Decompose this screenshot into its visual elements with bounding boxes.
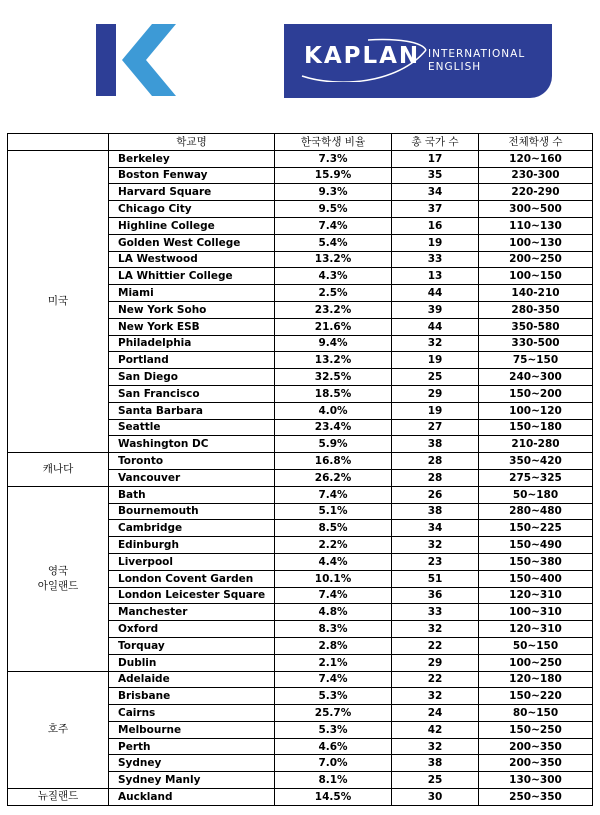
korean-ratio-cell: 5.1% [275,503,392,520]
total-students-cell: 120~310 [479,587,593,604]
korean-ratio-cell: 2.8% [275,637,392,654]
korean-ratio-cell: 21.6% [275,318,392,335]
country-count-cell: 30 [392,789,479,806]
kaplan-k-logo [96,24,178,96]
total-students-cell: 100~250 [479,654,593,671]
total-students-cell: 275~325 [479,469,593,486]
country-count-cell: 38 [392,503,479,520]
country-count-cell: 42 [392,721,479,738]
country-count-cell: 19 [392,352,479,369]
country-count-cell: 35 [392,167,479,184]
country-count-cell: 29 [392,654,479,671]
total-students-cell: 150~220 [479,688,593,705]
country-count-cell: 25 [392,772,479,789]
total-students-cell: 210-280 [479,436,593,453]
school-table [7,133,593,806]
table-row [8,671,593,688]
school-name-cell: Sydney [109,755,275,772]
total-students-cell: 120~180 [479,671,593,688]
country-count-cell: 37 [392,201,479,218]
total-students-cell: 350~420 [479,453,593,470]
country-count-cell: 34 [392,184,479,201]
country-count-cell: 44 [392,318,479,335]
total-students-cell: 220-290 [479,184,593,201]
korean-ratio-cell: 2.5% [275,285,392,302]
total-students-cell: 130~300 [479,772,593,789]
korean-ratio-cell: 13.2% [275,352,392,369]
country-count-cell: 36 [392,587,479,604]
total-students-cell: 240~300 [479,369,593,386]
total-students-cell: 110~130 [479,217,593,234]
total-students-cell: 300~500 [479,201,593,218]
header-korean-ratio: 한국학생 비율 [275,134,392,151]
kaplan-brand-banner [284,24,552,98]
brand-subtitle-line1: INTERNATIONAL [428,48,526,60]
korean-ratio-cell: 9.3% [275,184,392,201]
total-students-cell: 280-350 [479,301,593,318]
korean-ratio-cell: 26.2% [275,469,392,486]
total-students-cell: 230-300 [479,167,593,184]
school-name-cell: Washington DC [109,436,275,453]
school-name-cell: Bath [109,486,275,503]
school-name-cell: Philadelphia [109,335,275,352]
korean-ratio-cell: 2.2% [275,537,392,554]
country-cell: 캐나다 [8,453,109,487]
school-name-cell: Miami [109,285,275,302]
school-name-cell: Cambridge [109,520,275,537]
korean-ratio-cell: 9.4% [275,335,392,352]
total-students-cell: 280~480 [479,503,593,520]
school-name-cell: Vancouver [109,469,275,486]
korean-ratio-cell: 7.3% [275,150,392,167]
total-students-cell: 50~180 [479,486,593,503]
country-count-cell: 17 [392,150,479,167]
school-name-cell: New York Soho [109,301,275,318]
school-name-cell: New York ESB [109,318,275,335]
country-count-cell: 24 [392,705,479,722]
korean-ratio-cell: 4.3% [275,268,392,285]
school-name-cell: San Diego [109,369,275,386]
korean-ratio-cell: 4.8% [275,604,392,621]
total-students-cell: 150~400 [479,570,593,587]
korean-ratio-cell: 8.1% [275,772,392,789]
country-cell: 영국 아일랜드 [8,486,109,671]
school-name-cell: Liverpool [109,553,275,570]
country-count-cell: 27 [392,419,479,436]
country-count-cell: 22 [392,671,479,688]
country-count-cell: 23 [392,553,479,570]
school-name-cell: Auckland [109,789,275,806]
korean-ratio-cell: 14.5% [275,789,392,806]
school-name-cell: Brisbane [109,688,275,705]
school-name-cell: Melbourne [109,721,275,738]
total-students-cell: 100~150 [479,268,593,285]
header-row [8,134,593,151]
school-name-cell: Bournemouth [109,503,275,520]
school-name-cell: London Leicester Square [109,587,275,604]
korean-ratio-cell: 7.4% [275,217,392,234]
table-row [8,150,593,167]
korean-ratio-cell: 23.2% [275,301,392,318]
korean-ratio-cell: 5.9% [275,436,392,453]
school-name-cell: LA Whittier College [109,268,275,285]
total-students-cell: 75~150 [479,352,593,369]
school-name-cell: Cairns [109,705,275,722]
header-total-students: 전체학생 수 [479,134,593,151]
total-students-cell: 150~200 [479,385,593,402]
school-name-cell: Boston Fenway [109,167,275,184]
country-count-cell: 29 [392,385,479,402]
korean-ratio-cell: 7.4% [275,671,392,688]
school-name-cell: Berkeley [109,150,275,167]
total-students-cell: 200~350 [479,738,593,755]
total-students-cell: 100~130 [479,234,593,251]
country-count-cell: 32 [392,335,479,352]
header-blank [8,134,109,151]
total-students-cell: 140-210 [479,285,593,302]
korean-ratio-cell: 4.0% [275,402,392,419]
korean-ratio-cell: 8.3% [275,621,392,638]
korean-ratio-cell: 25.7% [275,705,392,722]
total-students-cell: 250~350 [479,789,593,806]
total-students-cell: 120~160 [479,150,593,167]
total-students-cell: 50~150 [479,637,593,654]
total-students-cell: 350-580 [479,318,593,335]
header-country-count: 총 국가 수 [392,134,479,151]
korean-ratio-cell: 2.1% [275,654,392,671]
total-students-cell: 150~490 [479,537,593,554]
korean-ratio-cell: 10.1% [275,570,392,587]
school-name-cell: Harvard Square [109,184,275,201]
korean-ratio-cell: 18.5% [275,385,392,402]
school-name-cell: London Covent Garden [109,570,275,587]
korean-ratio-cell: 7.4% [275,486,392,503]
table-row [8,789,593,806]
school-name-cell: Sydney Manly [109,772,275,789]
total-students-cell: 100~120 [479,402,593,419]
country-cell: 뉴질랜드 [8,789,109,806]
korean-ratio-cell: 8.5% [275,520,392,537]
korean-ratio-cell: 5.3% [275,688,392,705]
total-students-cell: 80~150 [479,705,593,722]
country-count-cell: 13 [392,268,479,285]
school-name-cell: LA Westwood [109,251,275,268]
country-count-cell: 32 [392,537,479,554]
country-cell: 미국 [8,150,109,452]
school-name-cell: Portland [109,352,275,369]
school-name-cell: Adelaide [109,671,275,688]
country-count-cell: 33 [392,604,479,621]
country-count-cell: 34 [392,520,479,537]
country-count-cell: 32 [392,621,479,638]
total-students-cell: 200~350 [479,755,593,772]
country-count-cell: 38 [392,436,479,453]
header-school-name: 학교명 [109,134,275,151]
country-count-cell: 16 [392,217,479,234]
school-name-cell: Torquay [109,637,275,654]
total-students-cell: 150~380 [479,553,593,570]
table-header [8,134,593,151]
country-count-cell: 28 [392,469,479,486]
korean-ratio-cell: 13.2% [275,251,392,268]
country-count-cell: 32 [392,738,479,755]
total-students-cell: 150~180 [479,419,593,436]
school-name-cell: Highline College [109,217,275,234]
country-count-cell: 25 [392,369,479,386]
kaplan-wordmark: KAPLAN [304,43,421,69]
table-body [8,150,593,805]
total-students-cell: 150~225 [479,520,593,537]
school-name-cell: Oxford [109,621,275,638]
country-cell: 호주 [8,671,109,789]
total-students-cell: 120~310 [479,621,593,638]
table-row [8,486,593,503]
school-name-cell: Santa Barbara [109,402,275,419]
country-count-cell: 26 [392,486,479,503]
country-count-cell: 32 [392,688,479,705]
school-name-cell: Dublin [109,654,275,671]
korean-ratio-cell: 16.8% [275,453,392,470]
table-row [8,453,593,470]
school-name-cell: Edinburgh [109,537,275,554]
country-count-cell: 28 [392,453,479,470]
korean-ratio-cell: 9.5% [275,201,392,218]
country-count-cell: 44 [392,285,479,302]
country-count-cell: 19 [392,402,479,419]
korean-ratio-cell: 7.0% [275,755,392,772]
school-name-cell: San Francisco [109,385,275,402]
korean-ratio-cell: 15.9% [275,167,392,184]
korean-ratio-cell: 7.4% [275,587,392,604]
country-count-cell: 19 [392,234,479,251]
korean-ratio-cell: 32.5% [275,369,392,386]
country-count-cell: 38 [392,755,479,772]
school-name-cell: Chicago City [109,201,275,218]
school-name-cell: Toronto [109,453,275,470]
school-name-cell: Golden West College [109,234,275,251]
korean-ratio-cell: 5.4% [275,234,392,251]
brand-subtitle [428,48,548,74]
country-count-cell: 22 [392,637,479,654]
school-name-cell: Seattle [109,419,275,436]
school-name-cell: Perth [109,738,275,755]
korean-ratio-cell: 5.3% [275,721,392,738]
country-count-cell: 33 [392,251,479,268]
country-count-cell: 51 [392,570,479,587]
korean-ratio-cell: 23.4% [275,419,392,436]
brand-subtitle-line2: ENGLISH [428,61,482,73]
total-students-cell: 100~310 [479,604,593,621]
korean-ratio-cell: 4.4% [275,553,392,570]
total-students-cell: 150~250 [479,721,593,738]
total-students-cell: 330-500 [479,335,593,352]
korean-ratio-cell: 4.6% [275,738,392,755]
country-count-cell: 39 [392,301,479,318]
school-name-cell: Manchester [109,604,275,621]
total-students-cell: 200~250 [479,251,593,268]
